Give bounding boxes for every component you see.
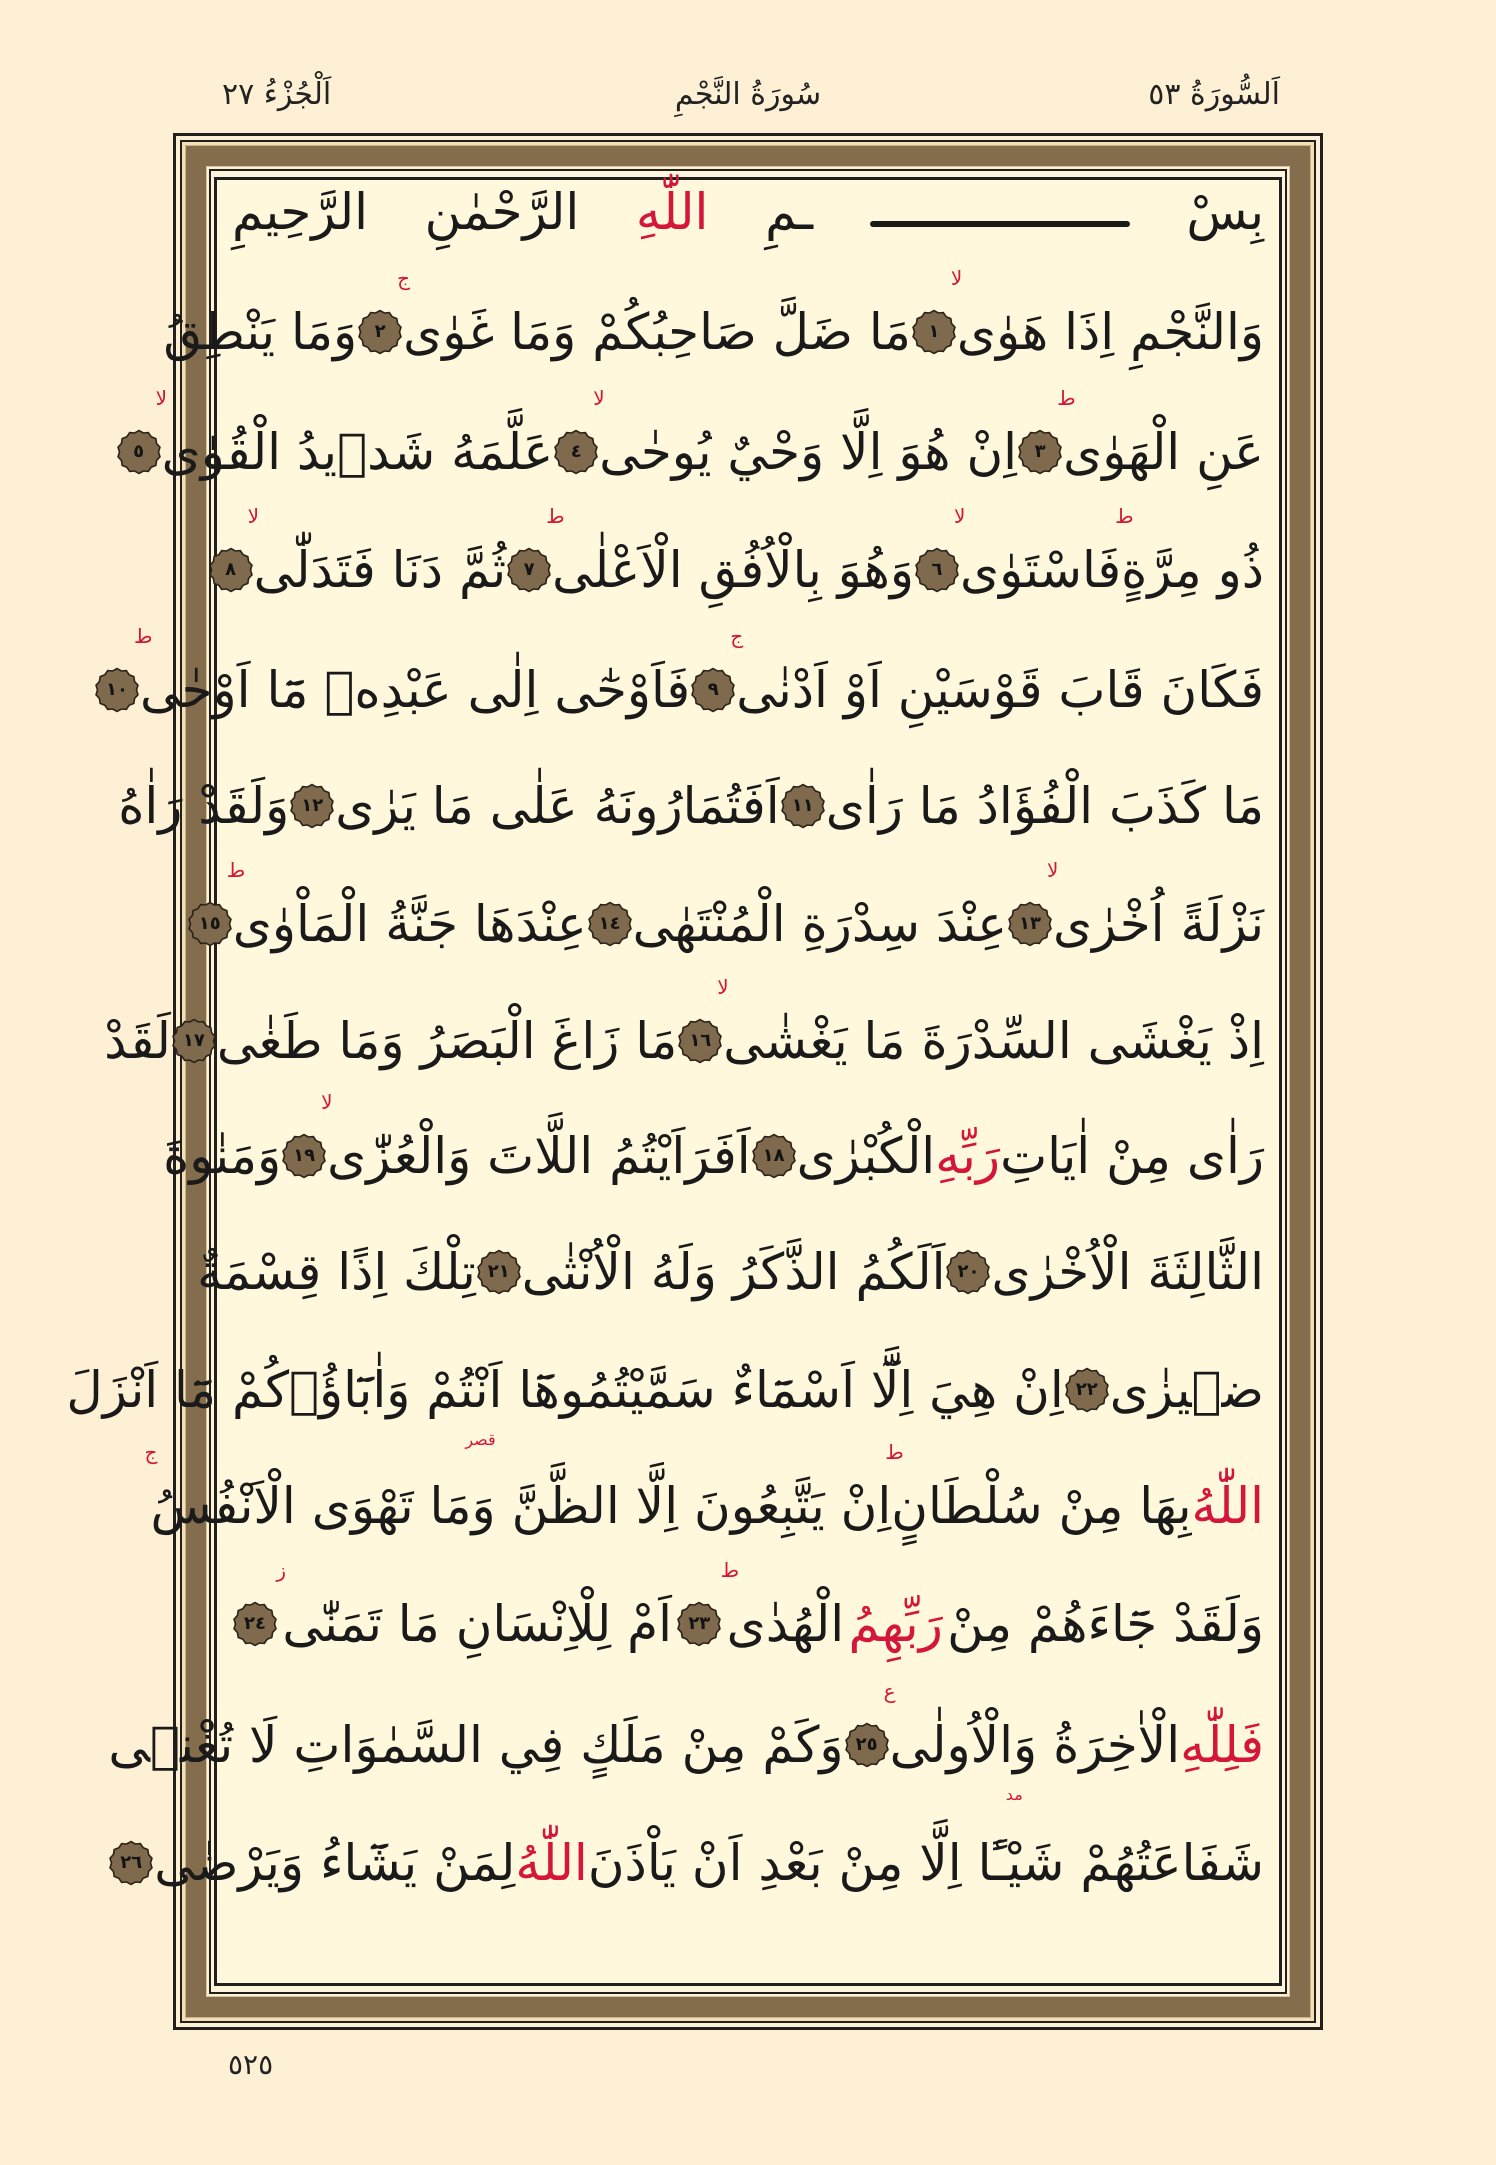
divine-name-word <box>935 1106 1000 1206</box>
divine-name-word <box>1192 1456 1265 1556</box>
arabic-text: ـمِ <box>765 183 814 241</box>
text-line <box>66 1340 1264 1449</box>
verse-number: ٢٢ <box>1075 1379 1098 1400</box>
verse-number: ١٠ <box>105 679 128 700</box>
verse-text <box>66 1340 1064 1449</box>
verse-number: ٢٥ <box>855 1734 878 1755</box>
verse-number: ٦ <box>931 559 943 580</box>
arabic-text: فَاسْتَوٰى <box>960 541 1122 599</box>
verse-text <box>154 1813 515 1913</box>
verse-number: ١٧ <box>182 1030 205 1051</box>
text-line <box>120 1813 1264 1913</box>
verse-text <box>588 1813 1264 1913</box>
arabic-text: شَفَاعَتُهُمْ شَيْـًٔا اِلَّا مِنْ بَعْدِ اَنْ يَاْذَنَ <box>587 1834 1264 1892</box>
verse-end-marker <box>914 547 960 593</box>
verse-text <box>1115 504 1264 620</box>
verse-text <box>144 1440 892 1556</box>
arabic-text: بِهَا مِنْ سُلْطَانٍ <box>891 1477 1192 1535</box>
verse-number: ٢ <box>374 321 386 342</box>
verse-text <box>163 1106 281 1206</box>
divine-name-word <box>636 162 709 262</box>
basmala-line <box>232 162 1264 262</box>
verse-end-marker <box>289 783 335 829</box>
verse-end-marker <box>587 901 633 947</box>
verse-end-marker <box>751 1133 797 1179</box>
text-line <box>133 386 1264 502</box>
verse-number: ٢٠ <box>957 1261 980 1282</box>
arabic-text: عَنِ الْهَوٰى <box>1063 423 1264 481</box>
pause-mark: لا <box>593 386 605 410</box>
arabic-text: وَهُوَ بِالْاُفُقِ الْاَعْلٰى <box>552 541 915 599</box>
verse-text <box>217 991 677 1091</box>
verse-text <box>797 1106 936 1206</box>
verse-text <box>104 991 171 1091</box>
pause-mark: ط <box>226 858 246 882</box>
verse-end-marker <box>677 1018 723 1064</box>
pause-mark: ط <box>1057 386 1076 410</box>
arabic-text: اِذْ يَغْشَى السِّدْرَةَ مَا يَغْشٰى <box>723 1012 1264 1070</box>
arabic-text: اَفَرَاَيْتُمُ اللَّاتَ وَالْعُزّٰى <box>327 1127 751 1185</box>
arabic-text: عَلَّمَهُ شَد۪يدُ الْقُوٰى <box>161 423 554 481</box>
arabic-text: ض۪يزٰى <box>1109 1361 1264 1419</box>
pause-mark: ج <box>397 266 411 290</box>
arabic-text: لِمَنْ يَشَٓاءُ وَيَرْضٰى <box>154 1834 516 1892</box>
verse-text <box>335 756 779 856</box>
verse-text <box>522 1222 946 1322</box>
arabic-text: الثَّالِثَةَ الْاُخْرٰى <box>991 1243 1264 1301</box>
text-line <box>105 624 1264 740</box>
verse-text <box>720 1558 845 1674</box>
verse-text <box>991 1222 1264 1322</box>
tajweed-note: مد <box>1005 1785 1023 1804</box>
arabic-text: ذُو مِرَّةٍ <box>1121 541 1264 599</box>
verse-end-marker <box>171 1018 217 1064</box>
text-line <box>104 975 1264 1091</box>
verse-end-marker <box>676 1601 722 1647</box>
arabic-text: اَلَكُمُ الذَّكَرُ وَلَهُ الْاُنْثٰى <box>521 1243 946 1301</box>
verse-text <box>633 874 1007 974</box>
verse-number: ٨ <box>225 559 237 580</box>
verse-number: ١٩ <box>293 1145 316 1166</box>
arabic-text: اللّٰهُ <box>515 1834 588 1892</box>
arabic-text: تِلْكَ اِذًا قِسْمَةٌ <box>197 1243 476 1301</box>
verse-number: ٥ <box>133 441 145 462</box>
verse-end-marker <box>945 1249 991 1295</box>
verse-text <box>1186 162 1264 262</box>
verse-end-marker <box>232 1601 278 1647</box>
arabic-text: وَكَمْ مِنْ مَلَكٍ فِي السَّمٰوَاتِ لَا تُغْن۪ى <box>108 1716 844 1774</box>
verse-text <box>155 386 554 502</box>
arabic-text: مَا زَاغَ الْبَصَرُ وَمَا طَغٰى <box>216 1012 678 1070</box>
divine-name-word <box>1180 1695 1264 1795</box>
arabic-text: مَا ضَلَّ صَاحِبُكُمْ وَمَا غَوٰى <box>403 303 911 361</box>
verse-number: ٢١ <box>487 1261 510 1282</box>
verse-text <box>826 756 1264 856</box>
arabic-text: وَلَقَدْ رَاٰهُ <box>118 777 290 835</box>
verse-number: ٢٦ <box>120 1852 143 1873</box>
arabic-text: رَاٰى مِنْ اٰيَاتِ <box>1000 1127 1264 1185</box>
arabic-text: وَمَنٰوةَ <box>163 1127 282 1185</box>
arabic-text: بِسْ <box>1186 183 1264 241</box>
verse-text <box>954 504 1122 620</box>
arabic-text: فَلِلّٰهِ <box>1180 1716 1264 1774</box>
pause-mark: ع <box>883 1679 896 1703</box>
verse-text <box>885 1440 1192 1556</box>
text-line <box>163 266 1264 382</box>
verse-text <box>1057 386 1264 502</box>
divine-name-word <box>515 1813 588 1913</box>
juz-label: اَلْجُزْءُ ٢٧ <box>222 77 332 112</box>
verse-text <box>1110 1340 1264 1440</box>
verse-number: ٧ <box>523 559 535 580</box>
arabic-text: ثُمَّ دَنَا فَتَدَلّٰى <box>253 541 507 599</box>
verse-text <box>883 1679 1181 1804</box>
pause-mark: ط <box>133 624 153 648</box>
arabic-text: مَا كَذَبَ الْفُؤَادُ مَا رَاٰى <box>825 777 1264 835</box>
divine-name-word <box>848 1574 942 1674</box>
arabic-text: اِنْ هِيَ اِلَّٓا اَسْمَٓاءٌ سَمَّيْتُمُوهَٓا اَنْتُمْ وَاٰبَٓاؤُ۬كُمْ مَٓا اَنْزَلَ <box>66 1361 1064 1419</box>
verse-end-marker <box>357 309 403 355</box>
verse-end-marker <box>780 783 826 829</box>
verse-end-marker <box>476 1249 522 1295</box>
arabic-text: وَمَا يَنْطِقُ <box>163 303 358 361</box>
verse-text <box>197 1222 476 1322</box>
verse-number: ١٨ <box>762 1145 785 1166</box>
pause-mark: لا <box>1047 858 1059 882</box>
verse-number: ١٤ <box>598 913 621 934</box>
verse-end-marker <box>94 667 140 713</box>
pause-mark: ط <box>546 504 565 528</box>
verse-text <box>730 624 1264 740</box>
arabic-text: رَبِّهِ <box>935 1127 1001 1185</box>
arabic-text: اِنْ يَتَّبِعُونَ اِلَّا الظَّنَّ وَمَا تَهْوَى الْاَنْفُسُ <box>150 1477 892 1535</box>
verse-end-marker <box>911 309 957 355</box>
verse-end-marker <box>1064 1367 1110 1413</box>
arabic-text: رَبِّهِمُ <box>848 1595 943 1653</box>
verse-text <box>425 162 580 262</box>
verse-number: ٩ <box>707 679 719 700</box>
arabic-text: الْكُبْرٰى <box>796 1127 936 1185</box>
text-line <box>232 1558 1264 1674</box>
arabic-text: الْهُدٰى <box>726 1595 845 1653</box>
verse-end-marker <box>187 901 233 947</box>
arabic-text: الرَّحْمٰنِ <box>424 183 580 241</box>
verse-text <box>232 162 368 262</box>
arabic-text: اَفَتُمَارُونَهُ عَلٰى مَا يَرٰى <box>335 777 780 835</box>
verse-end-marker <box>844 1722 890 1768</box>
verse-end-marker <box>506 547 552 593</box>
pause-mark: ط <box>1115 504 1134 528</box>
verse-text <box>546 504 915 620</box>
text-line <box>198 858 1264 974</box>
tajweed-note: قصر <box>465 1430 496 1449</box>
verse-text <box>950 266 1264 382</box>
verse-end-marker <box>553 429 599 475</box>
verse-text <box>397 266 911 382</box>
arabic-text: الْاٰخِرَةُ وَالْاُولٰى <box>889 1716 1181 1774</box>
verse-end-marker <box>1007 901 1053 947</box>
text-line <box>144 1440 1264 1556</box>
verse-number: ١٦ <box>689 1030 712 1051</box>
verse-text <box>226 858 587 974</box>
arabic-text: وَالنَّجْمِ اِذَا هَوٰى <box>956 303 1264 361</box>
text-line <box>197 1222 1264 1322</box>
pause-mark: ج <box>144 1440 158 1464</box>
surah-number-label: اَلسُّورَةُ ٥٣ <box>1148 77 1280 112</box>
arabic-text: نَزْلَةً اُخْرٰى <box>1053 895 1264 953</box>
verse-text <box>765 162 813 262</box>
pause-mark: لا <box>717 975 729 999</box>
verse-number: ١٣ <box>1019 913 1042 934</box>
verse-text <box>276 1558 672 1674</box>
pause-mark: ط <box>885 1440 904 1464</box>
verse-text <box>593 386 1018 502</box>
verse-text <box>717 975 1264 1091</box>
verse-number: ١ <box>928 321 940 342</box>
arabic-text: فَاَوْحٰٓى اِلٰى عَبْدِه۪ مَٓا اَوْحٰى <box>139 661 691 719</box>
verse-text <box>118 756 289 856</box>
verse-text <box>321 1090 751 1206</box>
arabic-text: وَلَقَدْ جَٓاءَهُمْ مِنْ <box>947 1595 1264 1653</box>
pause-mark: لا <box>321 1090 333 1114</box>
verse-text <box>947 1574 1264 1674</box>
verse-text <box>1000 1106 1264 1206</box>
text-line <box>225 504 1264 620</box>
verse-number: ٣ <box>1034 441 1046 462</box>
text-line <box>108 1679 1264 1804</box>
arabic-text: لَقَدْ <box>104 1012 171 1070</box>
page-number: ٥٢٥ <box>228 2048 274 2081</box>
surah-title: سُورَةُ النَّجْمِ <box>674 77 822 112</box>
verse-text <box>163 282 357 382</box>
pause-mark: لا <box>950 266 963 290</box>
verse-end-marker <box>108 1840 154 1886</box>
verse-number: ١٥ <box>198 913 221 934</box>
verse-number: ١٢ <box>301 795 324 816</box>
verse-text <box>1047 858 1264 974</box>
text-line <box>163 1090 1264 1206</box>
arabic-text: عِنْدَهَا جَنَّةُ الْمَاْوٰى <box>232 895 587 953</box>
pause-mark: ج <box>730 624 744 648</box>
arabic-text: عِنْدَ سِدْرَةِ الْمُنْتَهٰى <box>632 895 1008 953</box>
verse-end-marker <box>208 547 254 593</box>
verse-end-marker <box>281 1133 327 1179</box>
verse-number: ٤ <box>570 441 582 462</box>
verse-text <box>133 624 691 740</box>
verse-text <box>247 504 507 620</box>
pause-mark: لا <box>954 504 966 528</box>
arabic-text: اللّٰهُ <box>1191 1477 1264 1535</box>
pause-mark: ط <box>720 1558 740 1582</box>
pause-mark: ز <box>276 1558 286 1582</box>
text-line <box>118 756 1264 856</box>
verse-number: ٢٤ <box>244 1613 267 1634</box>
verse-end-marker <box>116 429 162 475</box>
verse-text <box>108 1695 843 1795</box>
verse-number: ١١ <box>791 795 814 816</box>
pause-mark: لا <box>247 504 260 528</box>
pause-mark: لا <box>155 386 168 410</box>
arabic-text: فَكَانَ قَابَ قَوْسَيْنِ اَوْ اَدْنٰى <box>736 661 1264 719</box>
arabic-text: اللّٰهِ <box>635 183 709 241</box>
verse-end-marker <box>690 667 736 713</box>
basmala-extension-stroke <box>870 221 1130 227</box>
verse-number: ٢٣ <box>688 1613 711 1634</box>
arabic-text: اَمْ لِلْاِنْسَانِ مَا تَمَنّٰى <box>282 1595 672 1653</box>
arabic-text: اِنْ هُوَ اِلَّا وَحْيٌ يُوحٰى <box>599 423 1018 481</box>
arabic-text: الرَّحِيمِ <box>232 183 369 241</box>
verse-end-marker <box>1017 429 1063 475</box>
